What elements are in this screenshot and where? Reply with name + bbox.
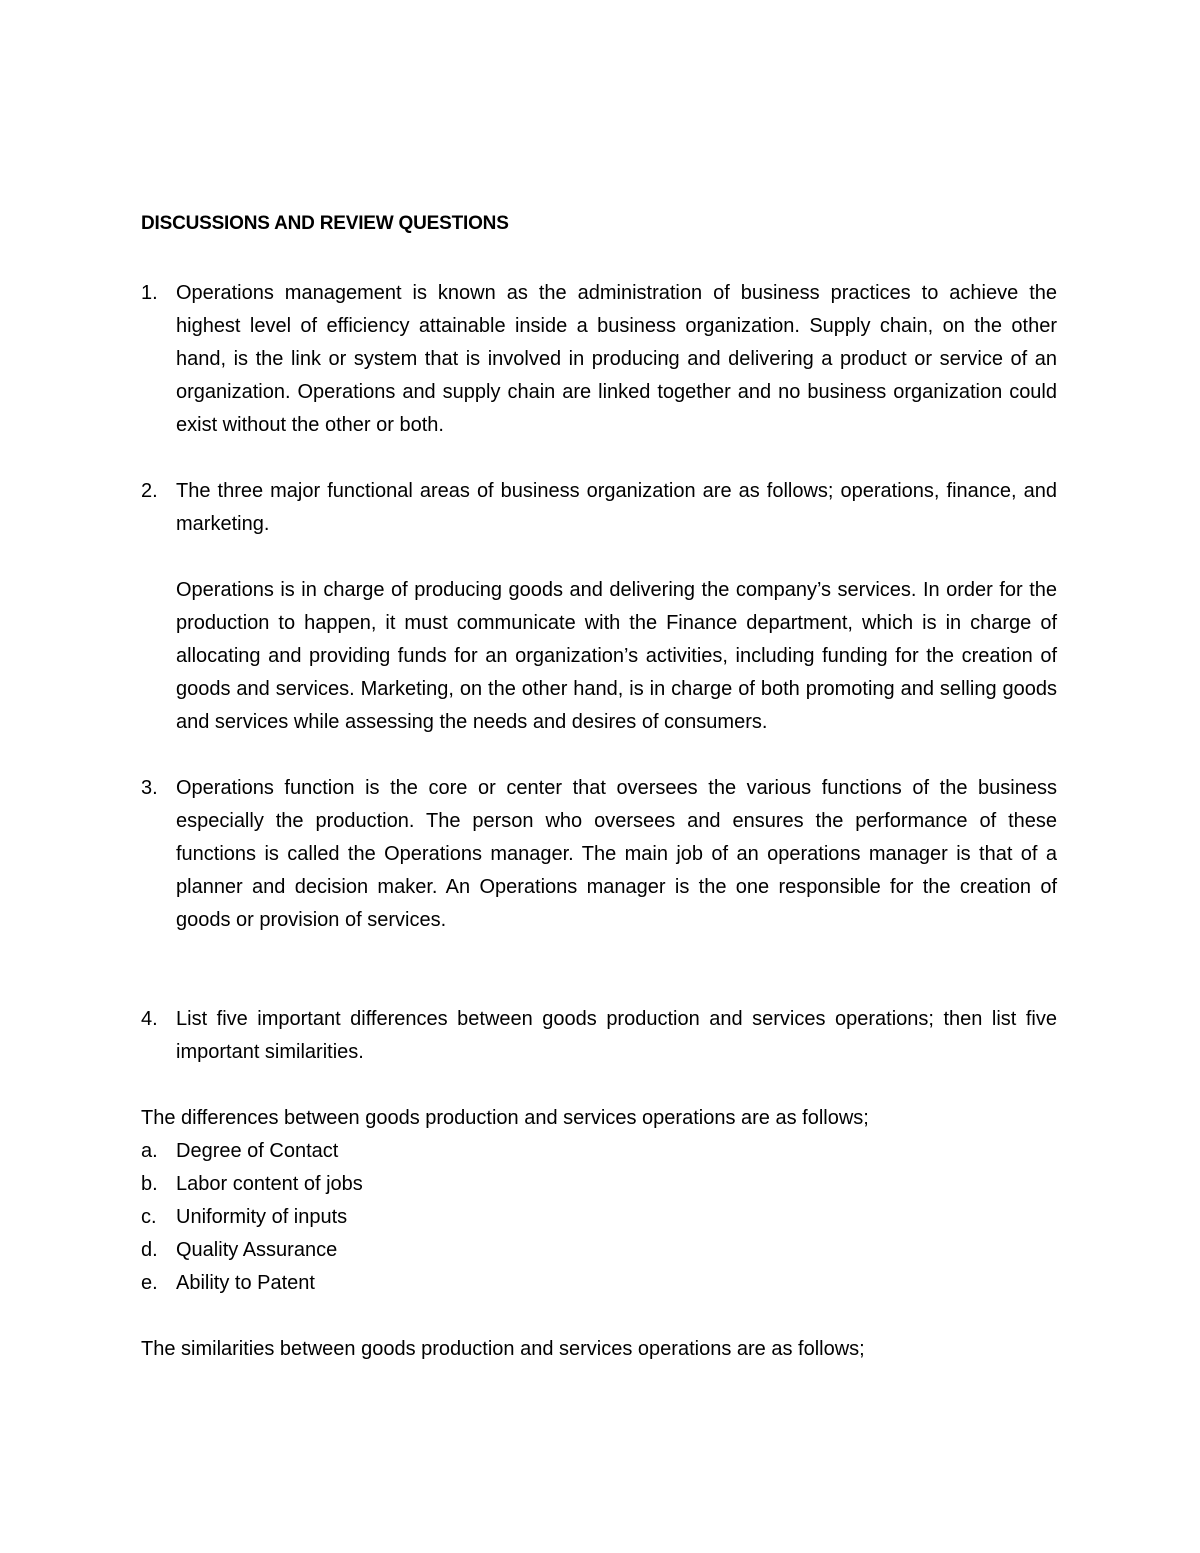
list-item — [141, 1234, 1057, 1267]
list-item-letter: b. — [141, 1173, 158, 1195]
list-item-text: Ability to Patent — [176, 1272, 315, 1294]
list-item-letter: c. — [141, 1206, 157, 1228]
answer-paragraph: Operations function is the core or center that oversees the various functions of the business especially the production. The person who oversees and ensures the performance of these functions is called the Operations manager. The main job of an operations manager is that of a planner and decision maker. An Operations manager is the one responsible for the creation of goods or provision of services. — [176, 777, 1057, 931]
question-answer — [176, 475, 1057, 739]
question-prompt — [176, 1003, 1057, 1069]
list-item-text: Labor content of jobs — [176, 1173, 363, 1195]
question-4 — [141, 1003, 1057, 1069]
list-item-text: Degree of Contact — [176, 1140, 339, 1162]
list-item — [141, 1168, 1057, 1201]
similarities-intro: The similarities between goods production and services operations are as follows; — [141, 1338, 865, 1360]
prompt-paragraph: List five important differences between goods production and services operations; then list five important similarities. — [176, 1008, 1057, 1063]
list-item-letter: e. — [141, 1272, 158, 1294]
question-number: 1. — [141, 282, 158, 304]
list-item — [141, 1135, 1057, 1168]
question-number: 4. — [141, 1008, 158, 1030]
list-item-letter: a. — [141, 1140, 158, 1162]
question-answer — [176, 277, 1057, 442]
differences-list — [141, 1135, 1057, 1300]
list-item-letter: d. — [141, 1239, 158, 1261]
answer-paragraph: Operations management is known as the administration of business practices to achieve the highest level of efficiency attainable inside a business organization. Supply chain, on the other hand, is the link or system that is involved in producing and delivering a product or service of an organization. Operations and supply chain are linked together and no business organization could exist without the other or both. — [176, 282, 1057, 436]
document-content — [141, 211, 1057, 1366]
answer-paragraph: Operations is in charge of producing goods and delivering the company’s services. In order for the production to happen, it must communicate with the Finance department, which is in charge of allocating and providing funds for an organization’s activities, including funding for the creation of goods and services. Marketing, on the other hand, is in charge of both promoting and selling goods and services while assessing the needs and desires of consumers. — [176, 579, 1057, 733]
differences-intro: The differences between goods production and services operations are as follows; — [141, 1107, 869, 1129]
question-2 — [141, 475, 1057, 739]
list-item-text: Uniformity of inputs — [176, 1206, 348, 1228]
question-3 — [141, 772, 1057, 937]
answer-paragraph: The three major functional areas of business organization are as follows; operations, finance, and marketing. — [176, 480, 1057, 535]
list-item-text: Quality Assurance — [176, 1239, 338, 1261]
question-1 — [141, 277, 1057, 442]
document-heading: DISCUSSIONS AND REVIEW QUESTIONS — [141, 213, 509, 234]
question-number: 2. — [141, 480, 158, 502]
question-number: 3. — [141, 777, 158, 799]
list-item — [141, 1267, 1057, 1300]
list-item — [141, 1201, 1057, 1234]
question-answer — [176, 772, 1057, 937]
